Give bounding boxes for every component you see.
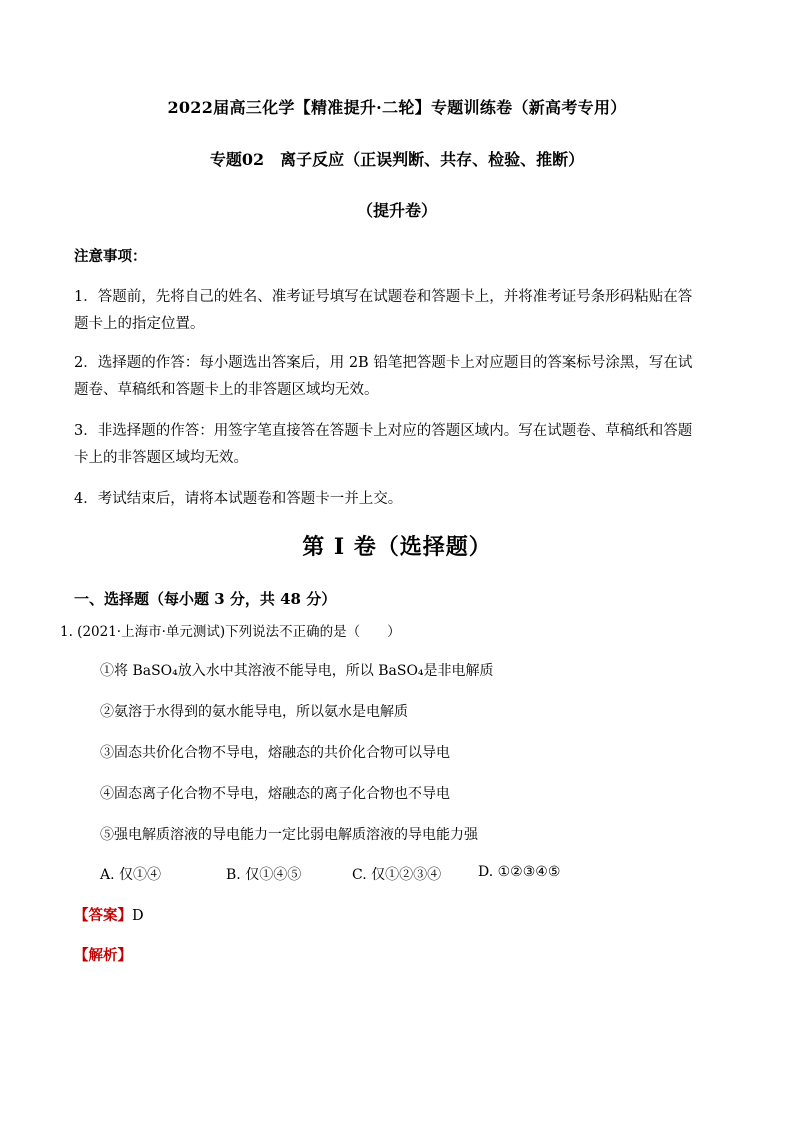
- difficulty-label: （提升卷）: [356, 201, 437, 220]
- analysis-line: [74, 944, 132, 965]
- note-3-line-2: 卡上的非答题区域均无效。: [74, 450, 248, 466]
- answer-value: D: [132, 908, 144, 924]
- note-4: 4．考试结束后，请将本试题卷和答题卡一并上交。: [74, 491, 403, 507]
- notes-heading: 注意事项：: [74, 248, 147, 265]
- question-item-3: ③固态共价化合物不导电，熔融态的共价化合物可以导电: [100, 745, 450, 761]
- part-title: 一、选择题（每小题 3 分，共 48 分）: [74, 590, 337, 608]
- document-title: 2022届高三化学【精准提升·二轮】专题训练卷（新高考专用）: [167, 98, 627, 117]
- answer-label: 【答案】: [74, 907, 132, 924]
- note-1-line-1: 1．答题前，先将自己的姓名、准考证号填写在试题卷和答题卡上，并将准考证号条形码粘贴在答: [74, 289, 693, 305]
- topic-subtitle: 专题02 离子反应（正误判断、共存、检验、推断）: [209, 150, 585, 169]
- question-item-1: ①将 BaSO₄放入水中其溶液不能导电，所以 BaSO₄是非电解质: [100, 663, 494, 679]
- note-2-line-1: 2．选择题的作答：每小题选出答案后，用 2B 铅笔把答题卡上对应题目的答案标号涂黑，写在试: [74, 355, 693, 371]
- note-1-line-2: 题卡上的指定位置。: [74, 316, 205, 332]
- note-3-line-1: 3．非选择题的作答：用签字笔直接答在答题卡上对应的答题区域内。写在试题卷、草稿纸和答题: [74, 423, 693, 439]
- question-item-2: ②氨溶于水得到的氨水能导电，所以氨水是电解质: [100, 704, 408, 720]
- answer-line: [74, 904, 144, 925]
- question-item-4: ④固态离子化合物不导电，熔融态的离子化合物也不导电: [100, 786, 450, 802]
- option-a: A. 仅①④: [100, 867, 162, 883]
- option-c: C. 仅①②③④: [352, 867, 442, 883]
- note-2-line-2: 题卷、草稿纸和答题卡上的非答题区域均无效。: [74, 382, 379, 398]
- question-stem: 1. (2021·上海市·单元测试)下列说法不正确的是（ ）: [60, 624, 401, 640]
- question-item-5: ⑤强电解质溶液的导电能力一定比弱电解质溶液的导电能力强: [100, 827, 478, 843]
- analysis-label: 【解析】: [74, 947, 132, 964]
- option-b: B. 仅①④⑤: [226, 867, 302, 883]
- section-title: 第 I 卷（选择题）: [302, 534, 492, 560]
- option-d: D. ①②③④⑤: [478, 864, 561, 880]
